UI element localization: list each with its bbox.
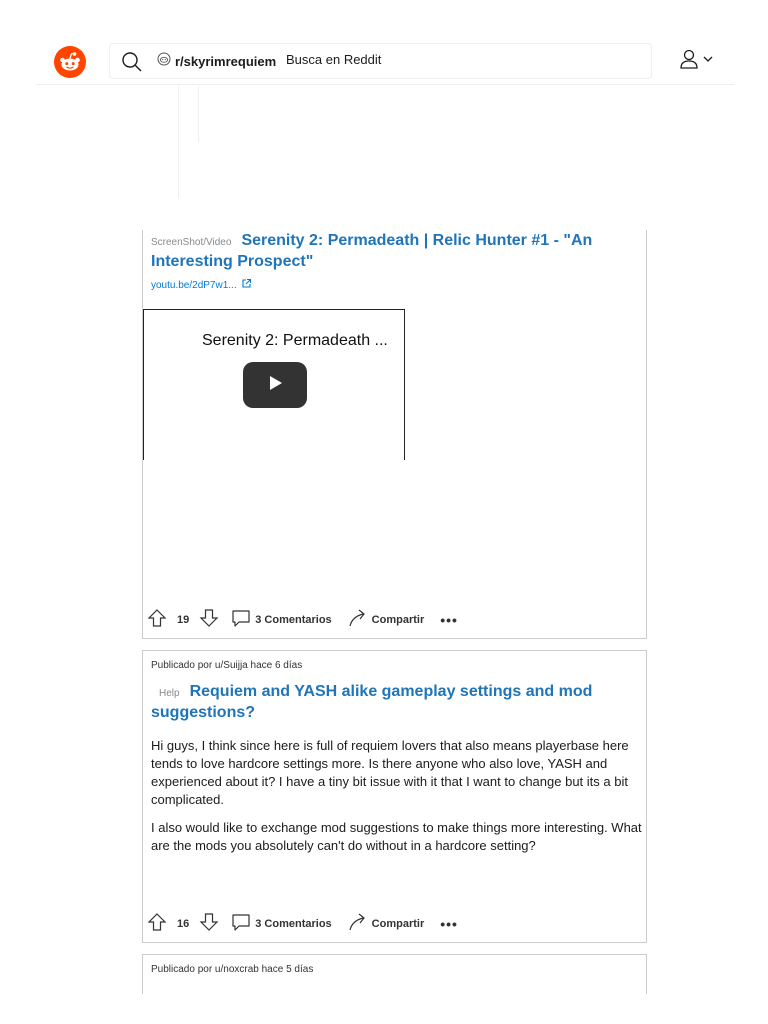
- post-flair[interactable]: ScreenShot/Video: [151, 237, 232, 248]
- share-button[interactable]: [348, 912, 425, 935]
- external-link-icon: [241, 278, 252, 292]
- chevron-down-icon: [702, 52, 714, 70]
- video-title: Serenity 2: Permadeath ...: [202, 332, 388, 349]
- post-title[interactable]: Requiem and YASH alike gameplay settings and mod suggestions?: [151, 683, 593, 721]
- share-icon: [348, 912, 368, 935]
- share-icon: [348, 608, 368, 631]
- comment-icon: [231, 912, 251, 935]
- search-icon: [121, 51, 143, 78]
- share-label: Compartir: [371, 917, 425, 930]
- post-title[interactable]: Serenity 2: Permadeath | Relic Hunter #1 - "An Interesting Prospect": [151, 232, 593, 270]
- post-actions: [147, 912, 458, 935]
- post-meta: Publicado por u/noxcrab hace 5 días: [151, 964, 314, 975]
- post-link[interactable]: [151, 278, 252, 292]
- post-title-block[interactable]: [151, 230, 641, 272]
- reddit-logo-icon[interactable]: [54, 46, 86, 78]
- user-menu-button[interactable]: [678, 49, 716, 73]
- play-button[interactable]: [243, 362, 307, 408]
- search-input[interactable]: Busca en Reddit: [286, 52, 382, 67]
- comments-button[interactable]: [231, 608, 331, 631]
- comments-label: 3 Comentarios: [255, 917, 332, 930]
- post-actions: [147, 608, 458, 631]
- community-name: r/skyrimrequiem: [175, 54, 277, 69]
- post-flair[interactable]: Help: [159, 688, 180, 699]
- upvote-icon[interactable]: [147, 912, 167, 935]
- post-title-block[interactable]: [151, 681, 641, 723]
- community-filter-chip[interactable]: [157, 52, 276, 71]
- post-card[interactable]: [142, 954, 647, 994]
- post-card[interactable]: [142, 230, 647, 639]
- community-icon: [157, 52, 171, 71]
- share-button[interactable]: [348, 608, 425, 631]
- video-embed[interactable]: [143, 309, 405, 460]
- play-icon: [266, 374, 284, 397]
- comments-button[interactable]: [231, 912, 331, 935]
- more-options-icon[interactable]: •••: [440, 915, 458, 932]
- thread-line: [178, 86, 179, 198]
- comment-icon: [231, 608, 251, 631]
- post-paragraph: Hi guys, I think since here is full of requiem lovers that also means playerbase here tends to love hardcore settings more. Is there anyone who also love, YASH and experienced about it? I have a tiny bit issue with it that I want to change but its a bit complicated.: [151, 738, 629, 807]
- post-meta: Publicado por u/Suijja hace 6 días: [151, 660, 303, 671]
- comments-label: 3 Comentarios: [255, 613, 332, 626]
- vote-count: 19: [177, 613, 190, 626]
- post-body: [151, 737, 643, 865]
- post-card[interactable]: [142, 650, 647, 943]
- share-label: Compartir: [371, 613, 425, 626]
- upvote-icon[interactable]: [147, 608, 167, 631]
- downvote-icon[interactable]: [199, 912, 219, 935]
- vote-count: 16: [177, 917, 190, 930]
- downvote-icon[interactable]: [199, 608, 219, 631]
- user-icon: [678, 48, 700, 75]
- more-options-icon[interactable]: •••: [440, 611, 458, 628]
- post-link-text: youtu.be/2dP7w1...: [151, 279, 237, 291]
- post-paragraph: I also would like to exchange mod suggestions to make things more interesting. What are the mods you absolutely can't do without in a hardcore setting?: [151, 820, 642, 853]
- thread-line: [198, 86, 199, 142]
